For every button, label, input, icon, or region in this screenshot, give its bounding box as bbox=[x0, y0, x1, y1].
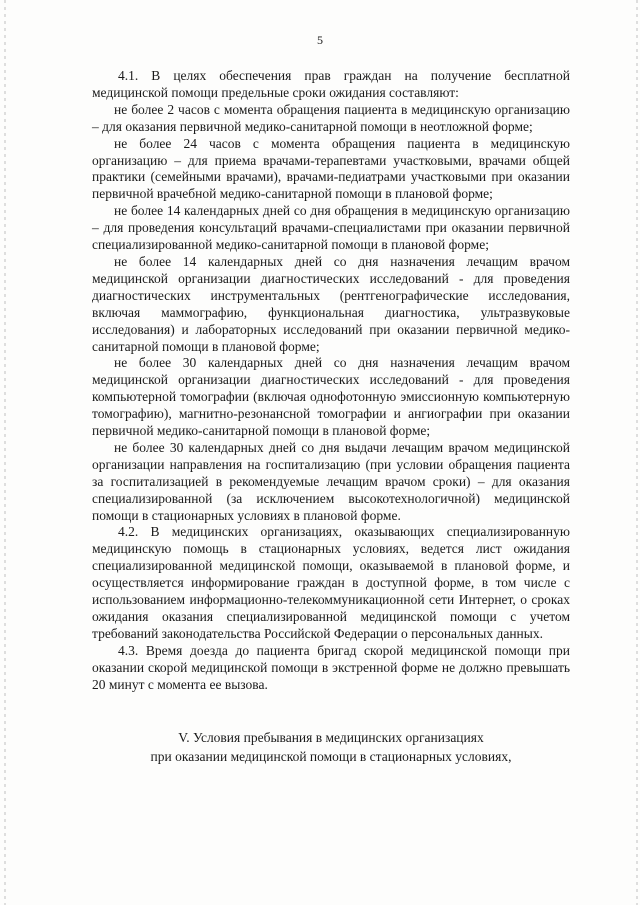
paragraph-wait-14-days-diagnostics: не более 14 календарных дней со дня назначения лечащим врачом медицинской организации диагностических исследований - для проведения диагностических инструментальных (рентгенографические исследования, включая маммографию, функциональная диагностика, ультразвуковые исследования) и лабораторных исследований при оказании первичной медико-санитарной помощи в плановой форме; bbox=[92, 253, 570, 354]
section-heading-line-2: при оказании медицинской помощи в стационарных условиях, bbox=[150, 748, 512, 764]
paragraph-wait-24-hours: не более 24 часов с момента обращения пациента в медицинскую организацию – для приема врачами-терапевтами участковыми, врачами общей практики (семейными врачами), врачами-педиатрами участковыми при оказании первичной врачебной медико-санитарной помощи в плановой форме; bbox=[92, 135, 570, 202]
paragraph-4-1: 4.1. В целях обеспечения прав граждан на получение бесплатной медицинской помощи предельные сроки ожидания составляют: bbox=[92, 68, 570, 100]
scan-edge-left bbox=[4, 0, 6, 905]
scan-edge-right bbox=[636, 0, 638, 905]
paragraph-wait-14-days-consult: не более 14 календарных дней со дня обращения в медицинскую организацию – для проведения консультаций врачами-специалистами при оказании первичной специализированной медико-санитарной помощи в плановой форме; bbox=[92, 203, 570, 253]
paragraph-wait-2-hours: не более 2 часов с момента обращения пациента в медицинскую организацию – для оказания первичной медико-санитарной помощи в неотложной форме; bbox=[92, 101, 570, 134]
document-body bbox=[92, 68, 570, 766]
paragraph-wait-30-days-tomography: не более 30 календарных дней со дня назначения лечащим врачом медицинской организации диагностических исследований - для проведения компьютерной томографии (включая однофотонную эмиссионную компьютерную томографию), магнитно-резонансной томографии и ангиографии при оказании первичной медико-санитарной помощи в плановой форме; bbox=[92, 355, 570, 439]
paragraph-4-3: 4.3. Время доезда до пациента бригад скорой медицинской помощи при оказании скорой медицинской помощи в экстренной форме не должно превышать 20 минут с момента ее вызова. bbox=[92, 642, 570, 692]
paragraph-wait-30-days-hospital: не более 30 календарных дней со дня выдачи лечащим врачом медицинской организации направления на госпитализацию (при условии обращения пациента за госпитализацией в рекомендуемые лечащим врачом сроки) – для оказания специализированной (за исключением высокотехнологичной) медицинской помощи в стационарных условиях в плановой форме. bbox=[92, 439, 570, 523]
page-number: 5 bbox=[317, 33, 323, 47]
section-heading-line-1: V. Условия пребывания в медицинских организациях bbox=[178, 729, 484, 745]
paragraph-4-2: 4.2. В медицинских организациях, оказывающих специализированную медицинскую помощь в стационарных условиях, ведется лист ожидания специализированной медицинской помощи, оказываемой в плановой форме, и осуществляется информирование граждан в доступной форме, в том числе с использованием информационно-телекоммуникационной сети Интернет, о сроках ожидания оказания специализированной медицинской помощи с учетом требований законодательства Российской Федерации о персональных данных. bbox=[92, 524, 570, 641]
section-heading bbox=[92, 728, 570, 766]
